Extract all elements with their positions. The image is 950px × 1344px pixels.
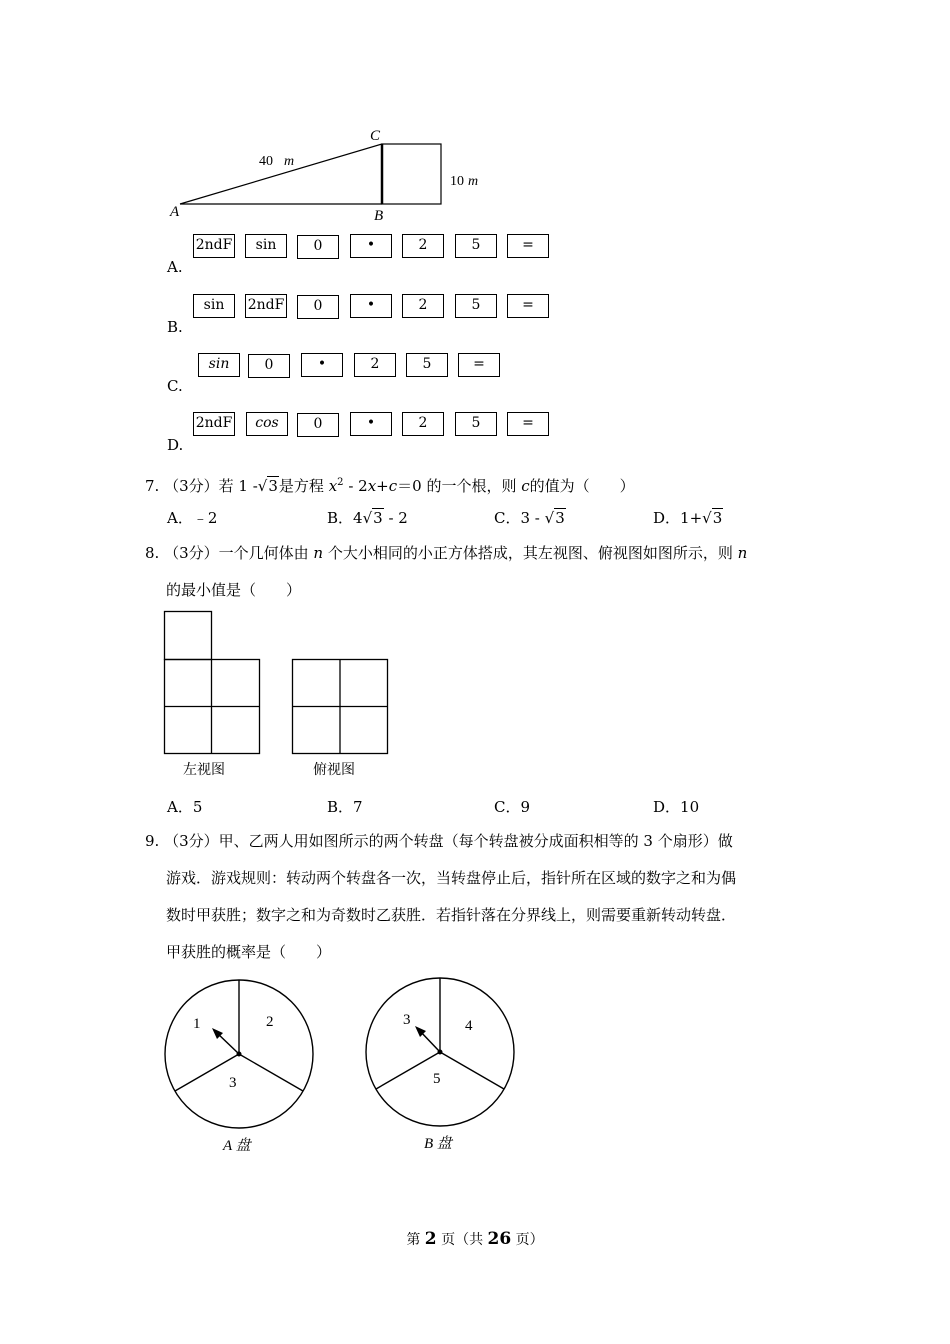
q8-option-b[interactable]: B．7	[327, 798, 363, 816]
key-2: 2	[402, 294, 444, 318]
sector-number: 3	[403, 1012, 411, 1028]
sector-number: 4	[465, 1018, 473, 1034]
caption-top-view: 俯视图	[313, 762, 355, 778]
q9-stem-line4: 甲获胜的概率是（ ）	[166, 943, 332, 961]
key-0: 0	[248, 354, 290, 378]
q9-stem-line1: 9. （3分）甲、乙两人用如图所示的两个转盘（每个转盘被分成面积相等的 3 个扇形）做	[145, 832, 733, 850]
q9-stem-line2: 游戏．游戏规则：转动两个转盘各一次，当转盘停止后，指针所在区域的数字之和为偶	[166, 869, 737, 887]
option-letter: D.	[167, 436, 184, 454]
page-footer: 第 2 页（共 26 页）	[406, 1229, 544, 1249]
question-number: 8.	[145, 544, 160, 562]
q7-option-a[interactable]: A．﹣2	[167, 509, 218, 527]
key-5: 5	[406, 353, 448, 377]
key-equals: =	[507, 234, 549, 258]
option-letter: C.	[167, 377, 183, 395]
label-b: B	[374, 208, 384, 224]
question-number: 7.	[145, 477, 160, 495]
label-a: A	[170, 204, 180, 220]
sector-number: 2	[266, 1014, 274, 1030]
key-equals: =	[507, 412, 549, 436]
key-2: 2	[402, 234, 444, 258]
key-cos: cos	[246, 412, 288, 436]
key-dot: •	[350, 294, 392, 318]
caption-left-view: 左视图	[183, 762, 225, 778]
option-letter: B.	[167, 318, 183, 336]
spinner-a	[160, 975, 320, 1155]
key-5: 5	[455, 412, 497, 436]
key-sin: sin	[198, 353, 240, 377]
sector-number: 3	[229, 1075, 237, 1091]
key-sin: sin	[245, 234, 287, 258]
key-2ndf: 2ndF	[193, 412, 235, 436]
key-0: 0	[297, 235, 339, 259]
q7-option-b[interactable]: B．4√3 - 2	[327, 509, 408, 527]
label-10: 10	[450, 174, 464, 189]
key-dot: •	[350, 234, 392, 258]
key-dot: •	[301, 353, 343, 377]
option-letter: A.	[167, 258, 183, 276]
question-number: 9.	[145, 832, 160, 850]
key-dot: •	[350, 412, 392, 436]
q7-option-d[interactable]: D．1+√3	[653, 509, 723, 527]
q7-stem: 7. （3分）若 1 -√3是方程 $x^2 - 2x+c=0$ 的一个根，则 c的值为（ ）	[145, 477, 635, 495]
sector-number: 1	[193, 1016, 201, 1032]
q8-stem-line1: 8. （3分）一个几何体由 n 个大小相同的小正方体搭成，其左视图、俯视图如图所示，则 n	[145, 544, 748, 562]
views-figure	[160, 605, 400, 785]
current-page: 2	[424, 1229, 437, 1249]
key-5: 5	[455, 234, 497, 258]
q8-stem-line2: 的最小值是（ ）	[166, 581, 302, 599]
key-sin: sin	[193, 294, 235, 318]
q8-option-a[interactable]: A．5	[167, 798, 203, 816]
key-2: 2	[354, 353, 396, 377]
q7-option-c[interactable]: C．3 - √3	[494, 509, 565, 527]
triangle-figure	[160, 120, 490, 230]
label-10-unit: m	[468, 174, 479, 189]
key-0: 0	[297, 413, 339, 437]
spinner-b	[362, 975, 522, 1155]
key-equals: =	[458, 353, 500, 377]
spinner-label: A 盘	[223, 1138, 251, 1154]
key-2: 2	[402, 412, 444, 436]
label-40-unit: m	[284, 154, 295, 169]
q9-stem-line3: 数时甲获胜；数字之和为奇数时乙获胜．若指针落在分界线上，则需要重新转动转盘．	[166, 906, 737, 924]
label-40: 40	[259, 154, 273, 169]
spinner-label: B 盘	[424, 1136, 452, 1152]
q8-option-c[interactable]: C．9	[494, 798, 531, 816]
key-2ndf: 2ndF	[245, 294, 287, 318]
total-pages: 26	[487, 1229, 512, 1249]
label-c: C	[370, 128, 381, 144]
key-0: 0	[297, 295, 339, 319]
key-5: 5	[455, 294, 497, 318]
q8-option-d[interactable]: D．10	[653, 798, 700, 816]
key-2ndf: 2ndF	[193, 234, 235, 258]
sector-number: 5	[433, 1071, 441, 1087]
key-equals: =	[507, 294, 549, 318]
